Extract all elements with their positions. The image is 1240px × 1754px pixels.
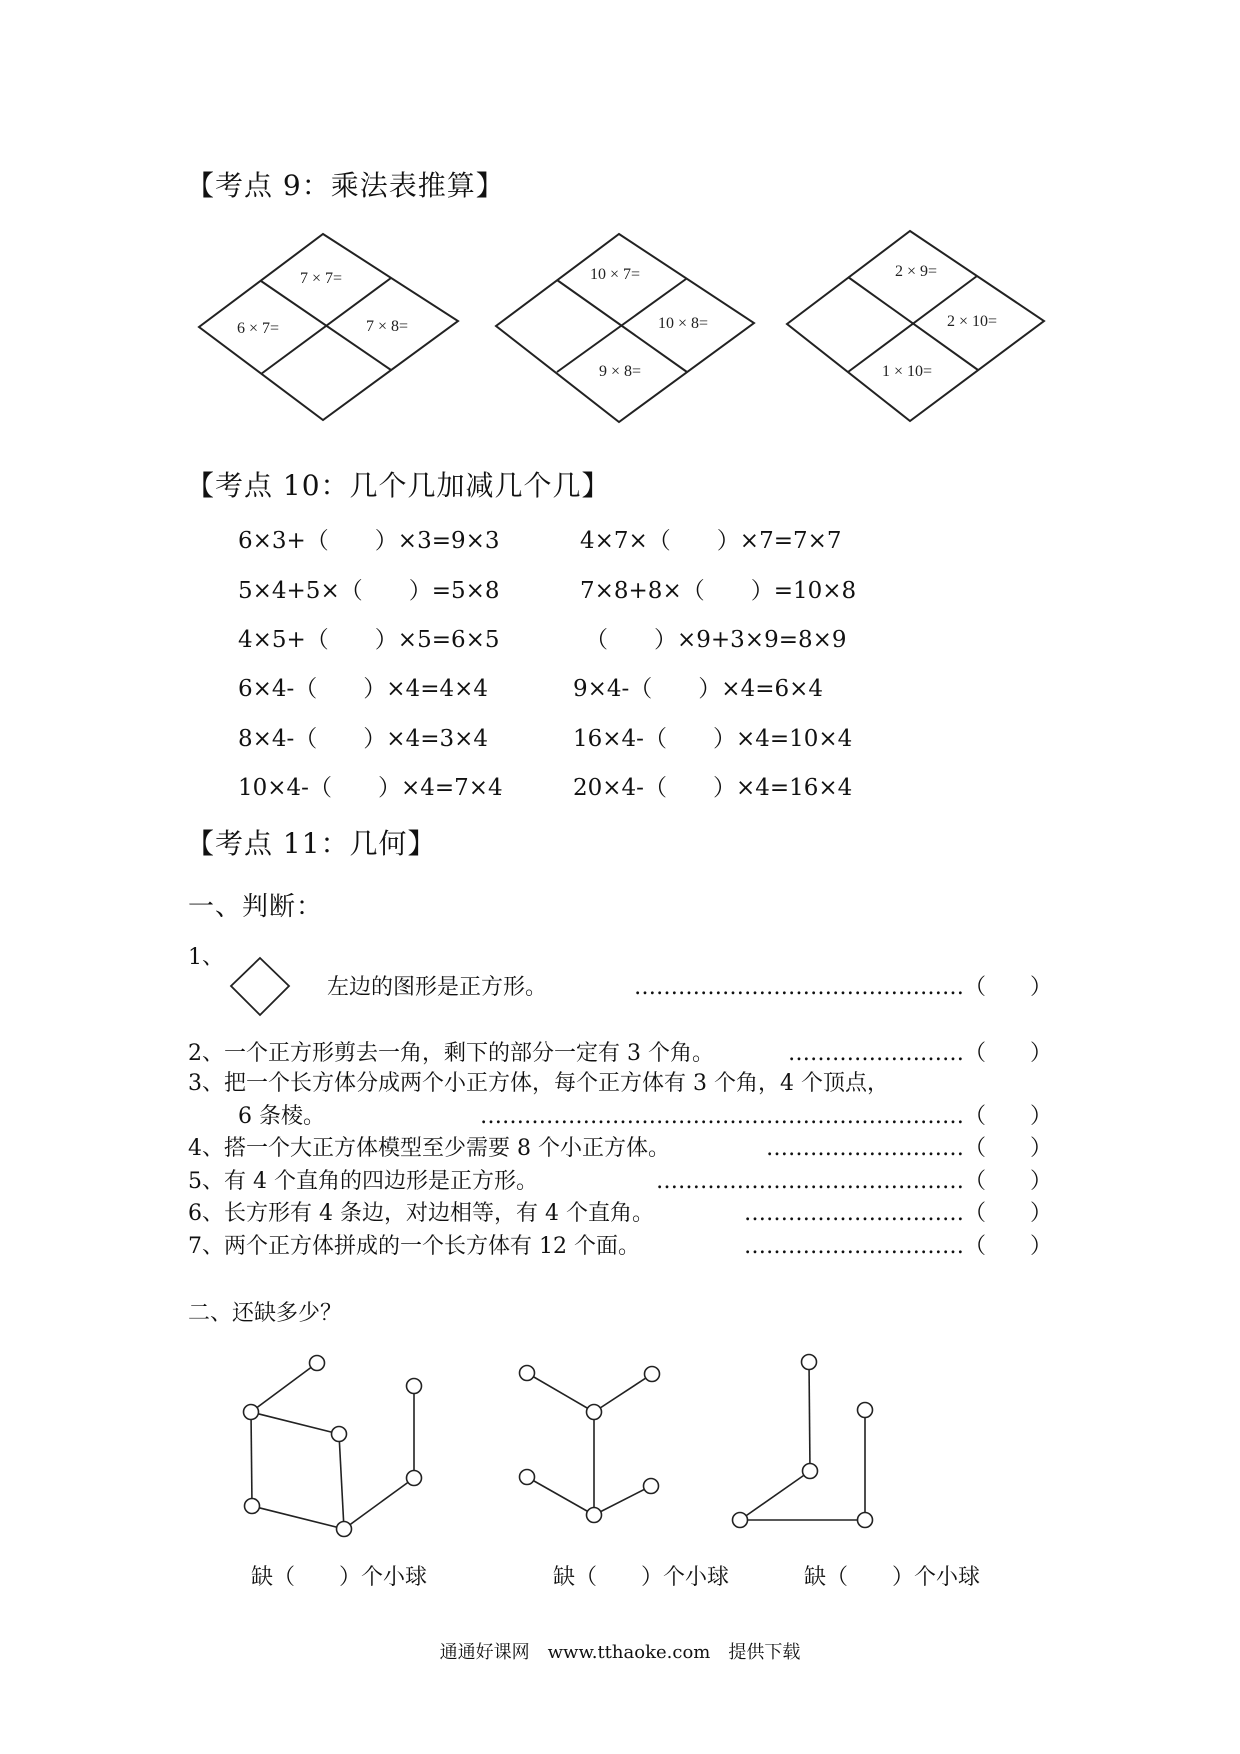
- q1-number: 1、: [188, 945, 224, 970]
- section10-heading: 【考点 10：几个几加减几个几】: [186, 469, 611, 502]
- eq-row5-right: 16×4-（ ）×4=10×4: [573, 726, 853, 752]
- q1-square-shape: [231, 958, 289, 1015]
- ball: [310, 1356, 325, 1371]
- eq-row3-left: 4×5+（ ）×5=6×5: [238, 627, 500, 653]
- diamond-2: [496, 234, 754, 422]
- ball-label-3: 缺（ ）个小球: [804, 1565, 981, 1590]
- q5-dots: ……………………………………（ ）: [655, 1169, 1052, 1194]
- diamond-3-top: 2 × 9=: [895, 263, 938, 280]
- eq-row6-left: 10×4-（ ）×4=7×4: [238, 775, 503, 801]
- q2-text: 2、一个正方形剪去一角，剩下的部分一定有 3 个角。: [188, 1041, 714, 1066]
- q3-continued-text: 6 条棱。: [238, 1104, 325, 1129]
- ball: [645, 1367, 660, 1382]
- q6-text: 6、长方形有 4 条边，对边相等，有 4 个直角。: [188, 1201, 654, 1226]
- ball: [337, 1522, 352, 1537]
- eq-row6-right: 20×4-（ ）×4=16×4: [573, 775, 853, 801]
- q1-text: 左边的图形是正方形。: [327, 975, 548, 1000]
- eq-row1-left: 6×3+（ ）×3=9×3: [238, 528, 500, 554]
- eq-row2-left: 5×4+5×（ ）=5×8: [238, 578, 500, 604]
- ball: [858, 1403, 873, 1418]
- diamond-3: [787, 231, 1044, 421]
- ball: [407, 1379, 422, 1394]
- ball: [858, 1513, 873, 1528]
- diamond-1-right: 7 × 8=: [366, 318, 409, 335]
- ball: [407, 1471, 422, 1486]
- ball: [733, 1513, 748, 1528]
- q5-text: 5、有 4 个直角的四边形是正方形。: [188, 1169, 538, 1194]
- eq-row3-right: （ ）×9+3×9=8×9: [585, 627, 847, 653]
- diamond-2-bottom: 9 × 8=: [599, 363, 642, 380]
- q7-text: 7、两个正方体拼成的一个长方体有 12 个面。: [188, 1234, 640, 1259]
- ball-label-1: 缺（ ）个小球: [251, 1565, 428, 1590]
- ball: [644, 1479, 659, 1494]
- diamond-2-right: 10 × 8=: [658, 315, 709, 332]
- q7-dots: …………………………（ ）: [743, 1234, 1052, 1259]
- eq-row1-right: 4×7×（ ）×7=7×7: [580, 528, 842, 554]
- footer-source: 通通好课网 www.tthaoke.com 提供下载: [439, 1642, 801, 1663]
- ball: [587, 1508, 602, 1523]
- ball: [520, 1470, 535, 1485]
- diamond-2-top: 10 × 7=: [590, 266, 641, 283]
- ball: [332, 1427, 347, 1442]
- ball: [802, 1355, 817, 1370]
- eq-row4-left: 6×4-（ ）×4=4×4: [238, 676, 489, 702]
- part1-title: 一、判断：: [188, 892, 324, 922]
- ball-figure-2: [520, 1366, 660, 1523]
- q3-text: 3、把一个长方体分成两个小正方体，每个正方体有 3 个角，4 个顶点，: [188, 1071, 889, 1096]
- q6-dots: …………………………（ ）: [743, 1201, 1052, 1226]
- q3-dots: …………………………………………………………（ ）: [479, 1104, 1052, 1129]
- q4-text: 4、搭一个大正方体模型至少需要 8 个小正方体。: [188, 1136, 670, 1161]
- q4-dots: ………………………（ ）: [765, 1136, 1052, 1161]
- eq-row2-right: 7×8+8×（ ）=10×8: [580, 578, 857, 604]
- section9-heading: 【考点 9：乘法表推算】: [186, 169, 505, 202]
- ball-figure-3: [733, 1355, 873, 1528]
- diamond-3-right: 2 × 10=: [947, 313, 998, 330]
- ball: [587, 1405, 602, 1420]
- ball-figure-1: [244, 1356, 422, 1537]
- eq-row5-left: 8×4-（ ）×4=3×4: [238, 726, 489, 752]
- q2-dots: ……………………（ ）: [787, 1041, 1052, 1066]
- diamond-1-top: 7 × 7=: [300, 270, 343, 287]
- ball: [520, 1366, 535, 1381]
- q1-dots: ………………………………………（ ）: [633, 975, 1052, 1000]
- section11-heading: 【考点 11：几何】: [186, 827, 437, 860]
- ball: [803, 1464, 818, 1479]
- ball: [244, 1405, 259, 1420]
- ball: [245, 1499, 260, 1514]
- diamond-1-left: 6 × 7=: [237, 320, 280, 337]
- ball-label-2: 缺（ ）个小球: [553, 1565, 730, 1590]
- diamond-3-bottom: 1 × 10=: [882, 363, 933, 380]
- part2-title: 二、还缺多少？: [188, 1301, 343, 1326]
- eq-row4-right: 9×4-（ ）×4=6×4: [573, 676, 824, 702]
